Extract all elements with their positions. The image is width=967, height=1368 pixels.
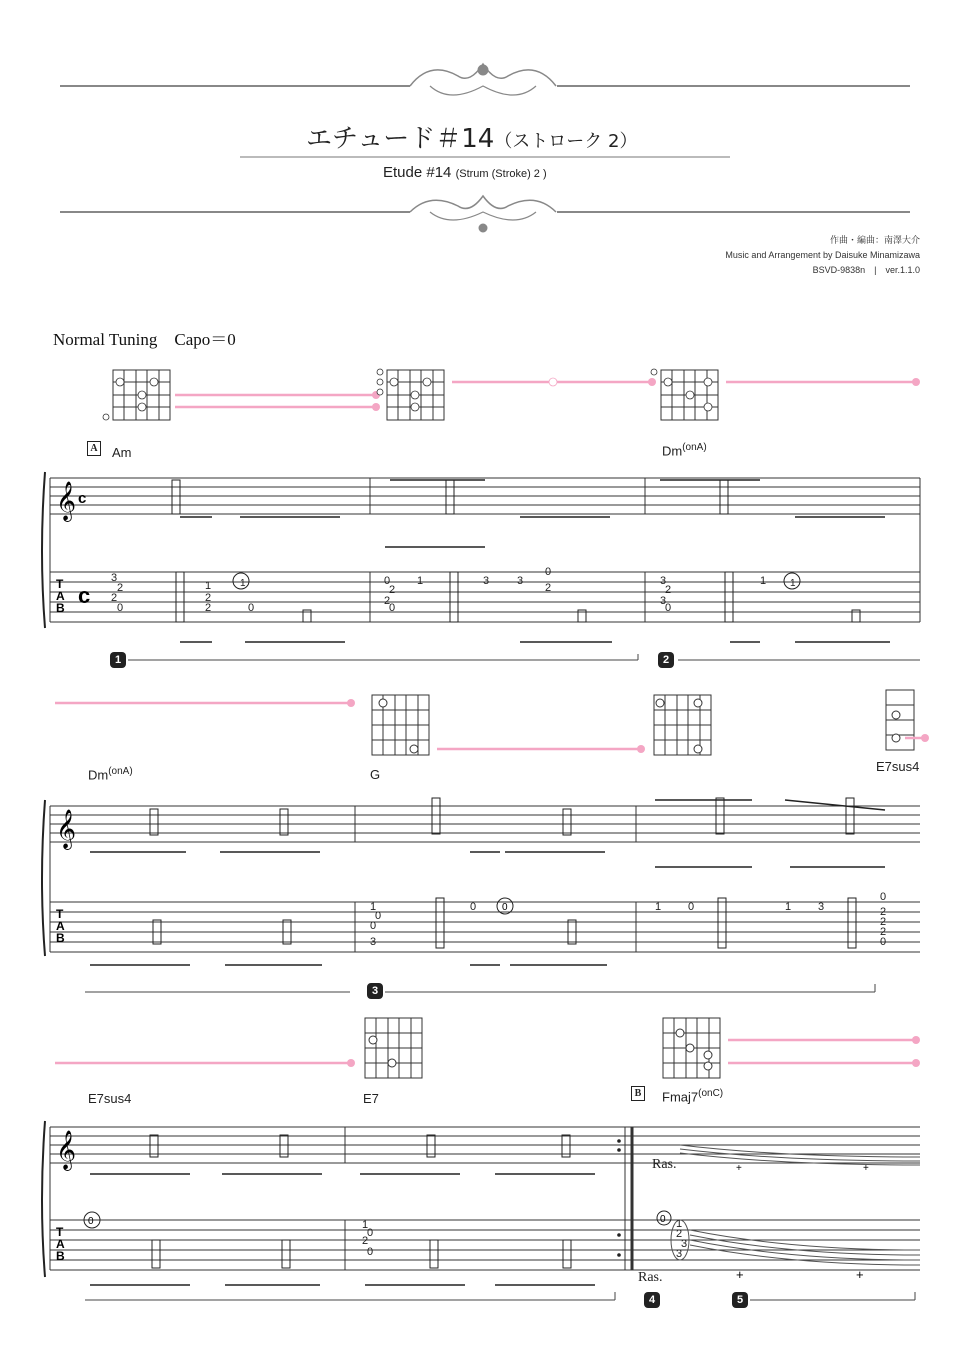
svg-text:3: 3: [111, 572, 118, 584]
svg-text:0: 0: [470, 901, 477, 913]
chord-e7sus4-2: E7sus4: [88, 1091, 132, 1106]
svg-text:T: T: [56, 1225, 64, 1239]
svg-text:2: 2: [111, 592, 118, 604]
system-2-staff: [0, 780, 967, 990]
svg-text:3: 3: [660, 575, 667, 587]
svg-text:𝄞: 𝄞: [56, 1131, 77, 1169]
svg-text:2: 2: [205, 592, 212, 604]
svg-text:3: 3: [483, 575, 490, 587]
svg-text:3: 3: [660, 595, 667, 607]
section-number-4: 4: [644, 1292, 660, 1308]
page-title: エチュード＃14（ストローク 2）: [306, 124, 638, 154]
svg-text:3: 3: [370, 936, 377, 948]
rasgueado-label-tab: Ras.: [638, 1270, 663, 1285]
tab-circled-1: 1: [240, 578, 246, 589]
svg-text:0: 0: [367, 1246, 374, 1258]
section-number-3: 3: [367, 983, 383, 999]
svg-text:B: B: [56, 601, 65, 615]
svg-text:2: 2: [665, 584, 672, 596]
credit-en: Music and Arrangement by Daisuke Minamizawa: [725, 250, 920, 260]
svg-text:+: +: [863, 1163, 869, 1174]
svg-text:0: 0: [545, 566, 552, 578]
svg-text:2: 2: [880, 906, 887, 918]
rehearsal-mark-a: A: [87, 441, 101, 456]
svg-text:0: 0: [688, 901, 695, 913]
catalog-version: BSVD-9838n | ver.1.1.0: [812, 265, 920, 275]
svg-text:1: 1: [785, 901, 792, 913]
svg-text:0: 0: [117, 602, 124, 614]
svg-text:𝄞: 𝄞: [56, 482, 77, 520]
svg-text:1: 1: [417, 575, 424, 587]
svg-text:T: T: [56, 907, 64, 921]
svg-text:2: 2: [362, 1235, 369, 1247]
chord-e7: E7: [363, 1091, 379, 1106]
svg-text:c: c: [78, 490, 87, 507]
rehearsal-mark-b: B: [631, 1086, 645, 1101]
svg-text:1: 1: [655, 901, 662, 913]
chord-fmaj7-on-c: $Fmaj7^{(onC)}$: [662, 1088, 724, 1105]
section-number-2: 2: [658, 652, 674, 668]
svg-text:0: 0: [502, 902, 508, 913]
svg-text:3: 3: [676, 1248, 683, 1260]
svg-text:3: 3: [818, 901, 825, 913]
svg-text:+: +: [736, 1163, 742, 1174]
chord-diagrams-row-3: [0, 1010, 967, 1090]
svg-text:1: 1: [362, 1219, 369, 1231]
system-3-staff: [0, 1105, 967, 1305]
svg-text:0: 0: [389, 602, 396, 614]
svg-text:2: 2: [389, 584, 396, 596]
chord-dm-on-a-2: $Dm^{(onA)}$: [88, 766, 133, 783]
svg-text:0: 0: [880, 936, 887, 948]
svg-text:𝄞: 𝄞: [56, 810, 77, 848]
svg-text:1: 1: [205, 580, 212, 592]
svg-text:0: 0: [88, 1216, 94, 1227]
svg-text:0: 0: [370, 920, 377, 932]
svg-text:2: 2: [205, 602, 212, 614]
svg-text:2: 2: [676, 1228, 683, 1240]
svg-text:0: 0: [375, 910, 382, 922]
chord-g: G: [370, 767, 381, 782]
chord-diagrams-row-2: [0, 685, 967, 765]
svg-text:1: 1: [790, 578, 796, 589]
svg-text:c: c: [78, 583, 91, 608]
svg-text:0: 0: [248, 602, 255, 614]
chord-diagrams-row-1: [0, 360, 967, 440]
svg-text:3: 3: [681, 1238, 688, 1250]
svg-text:+: +: [856, 1267, 864, 1282]
svg-text:+: +: [736, 1267, 744, 1282]
chord-am: Am: [112, 445, 132, 460]
svg-text:3: 3: [517, 575, 524, 587]
svg-text:0: 0: [665, 602, 672, 614]
svg-text:2: 2: [880, 916, 887, 928]
svg-text:2: 2: [545, 582, 552, 594]
rasgueado-label-staff: Ras.: [652, 1157, 677, 1172]
svg-text:1: 1: [760, 575, 767, 587]
svg-text:A: A: [56, 589, 65, 603]
section-brackets-2: [80, 980, 910, 996]
section-number-5: 5: [732, 1292, 748, 1308]
svg-text:0: 0: [880, 891, 887, 903]
tuning-info: Normal Tuning Capo＝0: [53, 330, 236, 349]
chord-e7sus4-1: E7sus4: [876, 759, 920, 774]
svg-text:B: B: [56, 931, 65, 945]
svg-text:1: 1: [676, 1218, 683, 1230]
page-subtitle: Etude #14 (Strum (Stroke) 2 ): [383, 164, 547, 181]
system-1-staff: [0, 460, 967, 670]
section-number-1: 1: [110, 652, 126, 668]
svg-text:B: B: [56, 1249, 65, 1263]
svg-text:2: 2: [880, 926, 887, 938]
section-brackets-1: [128, 653, 928, 667]
svg-text:A: A: [56, 919, 65, 933]
svg-text:T: T: [56, 577, 64, 591]
svg-text:1: 1: [370, 901, 377, 913]
svg-text:2: 2: [117, 582, 124, 594]
svg-text:0: 0: [660, 1214, 666, 1225]
section-brackets-3: [80, 1288, 920, 1304]
credit-jp: 作曲・編曲：南澤大介: [829, 235, 920, 245]
svg-text:0: 0: [384, 575, 391, 587]
svg-text:A: A: [56, 1237, 65, 1251]
chord-dm-on-a-1: $Dm^{(onA)}$: [662, 442, 707, 459]
credits: [620, 233, 920, 278]
svg-text:0: 0: [367, 1227, 374, 1239]
svg-text:2: 2: [384, 595, 391, 607]
